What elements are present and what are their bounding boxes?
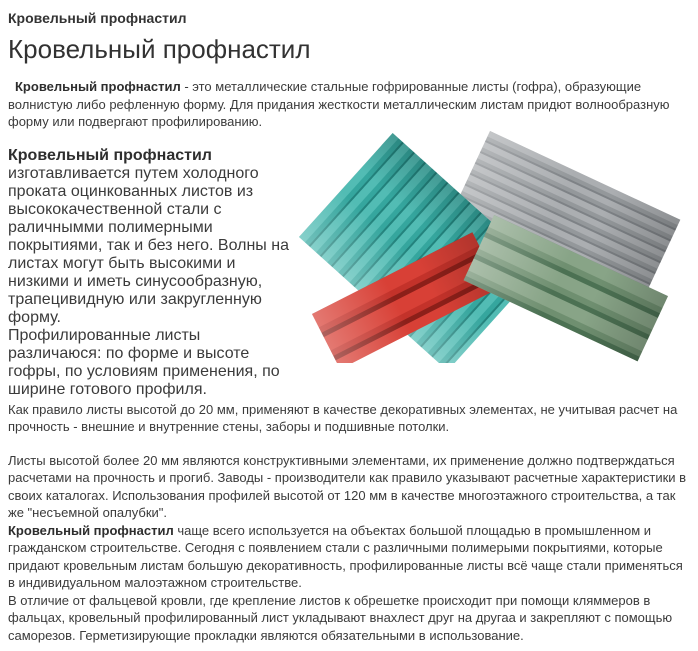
breadcrumb: Кровельный профнастил [8, 10, 187, 26]
structural-text: Листы высотой более 20 мм являются конструктивными элементами, их применение должно подтверждаться расчетами на прочность и прогиб. Заводы - производители как правило указывают расчетные характеристики в своих каталогах. Использования профилей высотой от 120 мм в качестве многоэтажного строительства, а так же "несъемной опалубки". [8, 452, 687, 520]
paragraph-structural-use [8, 452, 688, 645]
column-text-1: изготавливается путем холодного проката оцинкованных листов из высококачественной стали с раличнымми полимерными покрытиями, так и без него. Волны на листах могут быть высокими и низкими и иметь синусообразную, трапецивидную или закругленную форму. [8, 164, 289, 326]
column-bold-term: Кровельный профнастил [8, 146, 212, 164]
intro-bold-term: Кровельный профнастил [15, 79, 181, 94]
left-column [8, 147, 295, 399]
intro-text: - это металлические стальные гофрированные листы (гофра), образующие волнистую либо рефленную форму. Для придания жесткости металлическим листам придют волнообразную форму или подвергают профилированию. [8, 79, 670, 129]
usage-text: чаще всего используется на объектах большой площадью в промышленном и гражданском строительстве. Сегодня с появлением стали с различными полимерыми покрытиями, которые придают кровельным листам большую декоративность, профилированные листы всё чаще стали применяться в индивидуальном малоэтажном строительстве. [8, 522, 683, 590]
fastening-text: В отличие от фальцевой кровли, где крепление листов к обрешетке происходит при помощи кляммеров в фальцах, кровельный профилированный лист укладывают внахлест друг на другаа и закрепляют с помощью саморезов. Герметизирующие прокладки являются обязательными в использование. [8, 592, 673, 643]
paragraph-decorative-use: Как правило листы высотой до 20 мм, применяют в качестве декоративных элементах, не учитывая расчет на прочность - внешние и внутренние стены, заборы и подшивные потолки. [8, 401, 678, 434]
corrugated-sheets-image [284, 119, 688, 363]
page-title: Кровельный профнастил [8, 34, 311, 64]
column-text-2: Профилированные листы различаюся: по форме и высоте гофры, по условиям применения, по ширине готового профиля. [8, 326, 280, 398]
media-section [8, 147, 688, 399]
usage-bold-term: Кровельный профнастил [8, 522, 174, 538]
